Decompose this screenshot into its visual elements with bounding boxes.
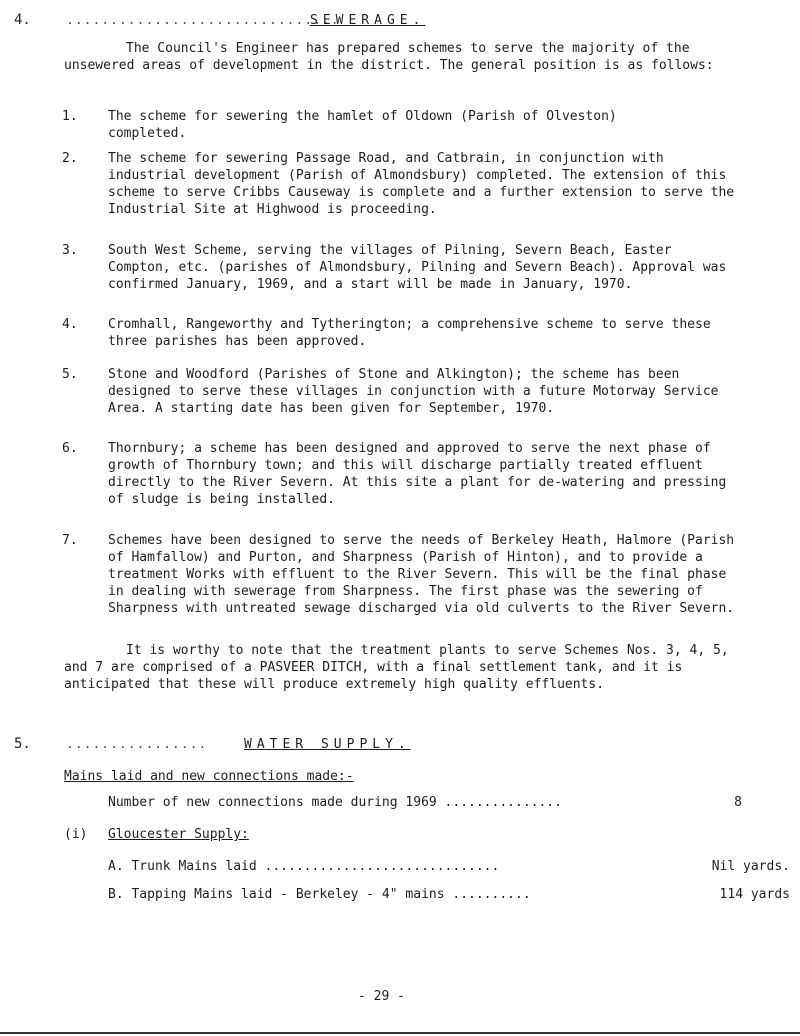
item-text: Cromhall, Rangeworthy and Tytherington; a comprehensive scheme to serve these three parishes has been approved.	[108, 317, 711, 349]
item-number: 7.	[62, 533, 78, 548]
item-number: 6.	[62, 441, 78, 456]
intro-paragraph: The Council's Engineer has prepared schemes to serve the majority of the unsewered areas of development in the district. The general position is as follows:	[64, 41, 714, 73]
closing-paragraph: It is worthy to note that the treatment plants to serve Schemes Nos. 3, 4, 5, and 7 are comprised of a PASVEER DITCH, with a final settlement tank, and it is anticipated that these will produce extremely high quality effluents.	[64, 643, 729, 692]
item-number: 5.	[62, 367, 78, 382]
tapping-mains-label: B. Tapping Mains laid - Berkeley - 4" mains ..........	[108, 887, 531, 902]
item-text: South West Scheme, serving the villages of Pilning, Severn Beach, Easter Compton, etc. (parishes of Almondsbury, Pilning and Severn Beach). Approval was confirmed January, 1969, and a start will be made in January, 1970.	[108, 243, 727, 292]
item-text: Thornbury; a scheme has been designed and approved to serve the next phase of growth of Thornbury town; and this will discharge partially treated effluent directly to the River Severn. At this site a plant for de-watering and pressing of sludge is being installed.	[108, 441, 727, 507]
subheading: Mains laid and new connections made:-	[64, 769, 354, 784]
subsection-heading: Gloucester Supply:	[108, 827, 249, 842]
item-text: The scheme for sewering Passage Road, and Catbrain, in conjunction with industrial development (Parish of Almondsbury) completed. The extension of this scheme to serve Cribbs Causeway is complete and a further extension to serve the Industrial Site at Highwood is proceeding.	[108, 151, 735, 217]
trunk-mains-label: A. Trunk Mains laid ..............................	[108, 859, 500, 874]
item-number: 4.	[62, 317, 78, 332]
dot-leader: ...............................	[66, 13, 340, 28]
page-number: - 29 -	[358, 989, 405, 1004]
section-heading: WATER SUPPLY.	[244, 737, 411, 752]
item-number: 2.	[62, 151, 78, 166]
item-text: The scheme for sewering the hamlet of Oldown (Parish of Olveston) completed.	[108, 109, 617, 141]
item-text: Schemes have been designed to serve the needs of Berkeley Heath, Halmore (Parish of Hamfallow) and Purton, and Sharpness (Parish of Hinton), and to provide a treatment Works with effluent to the River Severn. This will be the final phase in dealing with sewerage from Sharpness. The first phase was the sewering of Sharpness with untreated sewage discharged via old culverts to the River Severn.	[108, 533, 735, 616]
page-edge-line	[0, 1032, 800, 1034]
item-number: 3.	[62, 243, 78, 258]
subsection-number: (i)	[64, 827, 88, 842]
tapping-mains-value: 114 yards	[719, 887, 790, 902]
item-text: Stone and Woodford (Parishes of Stone and Alkington); the scheme has been designed to serve these villages in conjunction with a future Motorway Service Area. A starting date has been given for September, 1970.	[108, 367, 719, 416]
section-number: 4.	[14, 12, 31, 28]
dot-leader: ................	[66, 737, 208, 752]
section-number: 5.	[14, 736, 31, 752]
trunk-mains-value: Nil yards.	[711, 859, 790, 874]
connections-value: 8	[734, 795, 742, 810]
connections-label: Number of new connections made during 1969 ...............	[108, 795, 562, 810]
item-number: 1.	[62, 109, 78, 124]
section-heading: SEWERAGE.	[310, 13, 426, 28]
